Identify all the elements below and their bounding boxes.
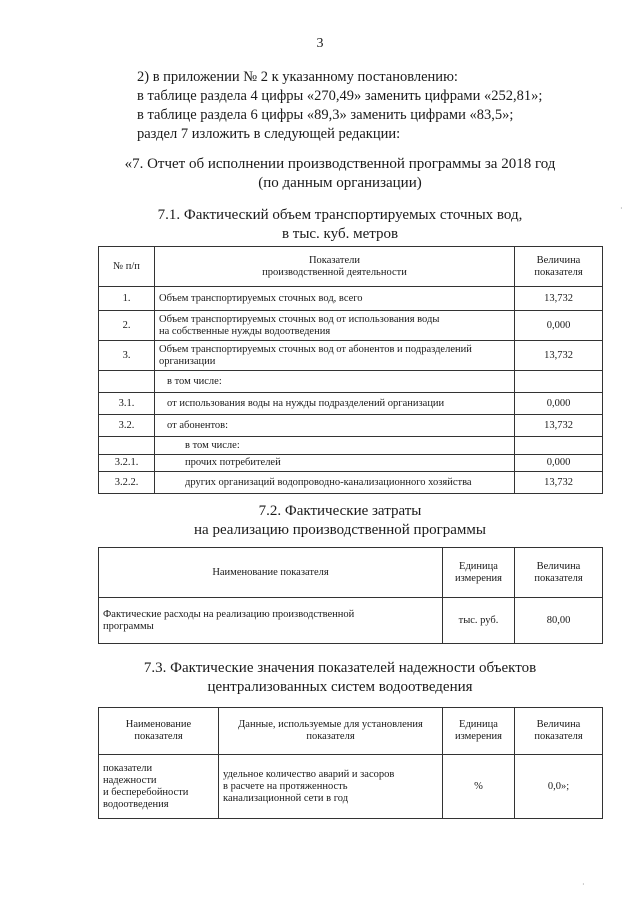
row-label: других организаций водопроводно-канализационного хозяйства: [155, 472, 515, 494]
header-unit: [443, 548, 515, 598]
header-value: [515, 548, 603, 598]
row-label: [155, 341, 515, 371]
intro-line-4: раздел 7 изложить в следующей редакции:: [137, 126, 401, 142]
intro-paragraph: [137, 68, 607, 144]
row-num: 3.2.1.: [99, 455, 155, 472]
table-row: [99, 393, 603, 415]
header-indicator-line-1: Показатели: [308, 254, 361, 266]
section-7-1-title-line-1: 7.1. Фактический объем транспортируемых сточных вод,: [157, 207, 523, 223]
header-value: [515, 708, 603, 755]
table-row: [99, 455, 603, 472]
row-name: [99, 755, 219, 819]
row-label: от абонентов:: [155, 415, 515, 437]
row-num: 3.2.2.: [99, 472, 155, 494]
row-value: [515, 437, 603, 455]
header-name-line-1: Наименование: [125, 719, 192, 730]
row-name-line-1: показатели: [103, 762, 153, 774]
row-value: 13,732: [515, 341, 603, 371]
header-unit: [443, 708, 515, 755]
header-unit-line-2: измерения: [455, 731, 502, 742]
table-row: [99, 755, 603, 819]
header-data-line-1: Данные, используемые для установления: [238, 719, 423, 730]
section-7-2-title-line-2: на реализацию производственной программы: [194, 522, 486, 538]
row-label: Объем транспортируемых сточных вод, всего: [155, 287, 515, 311]
header-indicator-line-2: производственной деятельности: [262, 266, 407, 278]
row-label: от использования воды на нужды подразделений организации: [155, 393, 515, 415]
header-name: Наименование показателя: [99, 548, 443, 598]
row-data-line-1: удельное количество аварий и засоров: [223, 768, 395, 780]
row-num: 3.2.: [99, 415, 155, 437]
section-7-2-title-line-1: 7.2. Фактические затраты: [258, 503, 422, 519]
wastewater-volume-table: [98, 246, 603, 494]
header-num: № п/п: [99, 247, 155, 287]
header-unit-line-2: измерения: [455, 572, 502, 584]
row-value: [515, 371, 603, 393]
row-num: 3.1.: [99, 393, 155, 415]
table-row: [99, 287, 603, 311]
row-name-line-3: и бесперебойности: [103, 786, 189, 798]
table-row: [99, 341, 603, 371]
scan-mark: ·: [582, 880, 585, 889]
row-data-line-2: в расчете на протяженность: [223, 780, 348, 792]
section-7-3-title-line-1: 7.3. Фактические значения показателей надежности объектов: [143, 660, 537, 676]
section-7-1-title: [60, 206, 620, 244]
row-label: в том числе:: [155, 437, 515, 455]
table-row: [99, 437, 603, 455]
header-value: [515, 247, 603, 287]
row-name-line-4: водоотведения: [103, 798, 169, 810]
header-value-line-2: показателя: [534, 266, 583, 278]
row-value: 0,000: [515, 393, 603, 415]
row-num: [99, 371, 155, 393]
header-value-line-2: показателя: [534, 731, 583, 742]
scan-mark: ·: [620, 204, 623, 213]
header-unit-line-1: Единица: [459, 719, 498, 730]
row-num: 2.: [99, 311, 155, 341]
header-data: [219, 708, 443, 755]
row-label: в том числе:: [155, 371, 515, 393]
section-7-title-line-1: «7. Отчет об исполнении производственной программы за 2018 год: [124, 156, 556, 172]
row-value: 0,0»;: [515, 755, 603, 819]
intro-line-3: в таблице раздела 6 цифры «89,3» заменить цифрами «83,5»;: [137, 107, 514, 123]
table-row: [99, 415, 603, 437]
section-7-title: [60, 155, 620, 193]
table-row: [99, 371, 603, 393]
section-7-1-title-line-2: в тыс. куб. метров: [281, 226, 399, 242]
row-label-line-2: организации: [159, 355, 216, 367]
table-header-row: [99, 247, 603, 287]
table-row: [99, 472, 603, 494]
row-num: 3.: [99, 341, 155, 371]
header-value-line-2: показателя: [534, 572, 583, 584]
header-value-line-1: Величина: [536, 719, 581, 730]
section-7-2-title: [60, 502, 620, 540]
table-header-row: [99, 708, 603, 755]
header-value-line-1: Величина: [536, 254, 581, 266]
row-data-line-3: канализационной сети в год: [223, 792, 349, 804]
row-name-line-2: надежности: [103, 774, 157, 786]
row-unit: %: [443, 755, 515, 819]
header-name-line-2: показателя: [134, 731, 183, 742]
row-value: 0,000: [515, 455, 603, 472]
header-indicator: [155, 247, 515, 287]
table-row: [99, 311, 603, 341]
row-num: 1.: [99, 287, 155, 311]
row-value: 0,000: [515, 311, 603, 341]
header-data-line-2: показателя: [306, 731, 355, 742]
header-value-line-1: Величина: [536, 560, 581, 572]
row-num: [99, 437, 155, 455]
row-name-line-1: Фактические расходы на реализацию производственной: [103, 608, 355, 620]
table-header-row: [99, 548, 603, 598]
table-row: [99, 598, 603, 644]
header-name: [99, 708, 219, 755]
row-label: прочих потребителей: [155, 455, 515, 472]
intro-line-2: в таблице раздела 4 цифры «270,49» заменить цифрами «252,81»;: [137, 88, 543, 104]
page-number: 3: [316, 36, 324, 51]
section-7-3-title: [60, 659, 620, 697]
section-7-3-title-line-2: централизованных систем водоотведения: [207, 679, 473, 695]
row-label-line-1: Объем транспортируемых сточных вод от использования воды: [159, 313, 440, 325]
row-label-line-1: Объем транспортируемых сточных вод от абонентов и подразделений: [159, 343, 472, 355]
reliability-indicators-table: [98, 707, 603, 819]
header-unit-line-1: Единица: [459, 560, 498, 572]
program-costs-table: [98, 547, 603, 644]
section-7-title-line-2: (по данным организации): [258, 175, 422, 191]
row-value: 13,732: [515, 415, 603, 437]
row-name: [99, 598, 443, 644]
row-name-line-2: программы: [103, 620, 154, 632]
intro-line-1: 2) в приложении № 2 к указанному постановлению:: [137, 69, 458, 85]
row-label: [155, 311, 515, 341]
row-unit: тыс. руб.: [443, 598, 515, 644]
row-data: [219, 755, 443, 819]
row-value: 13,732: [515, 472, 603, 494]
row-value: 13,732: [515, 287, 603, 311]
row-label-line-2: на собственные нужды водоотведения: [159, 325, 331, 337]
row-value: 80,00: [515, 598, 603, 644]
